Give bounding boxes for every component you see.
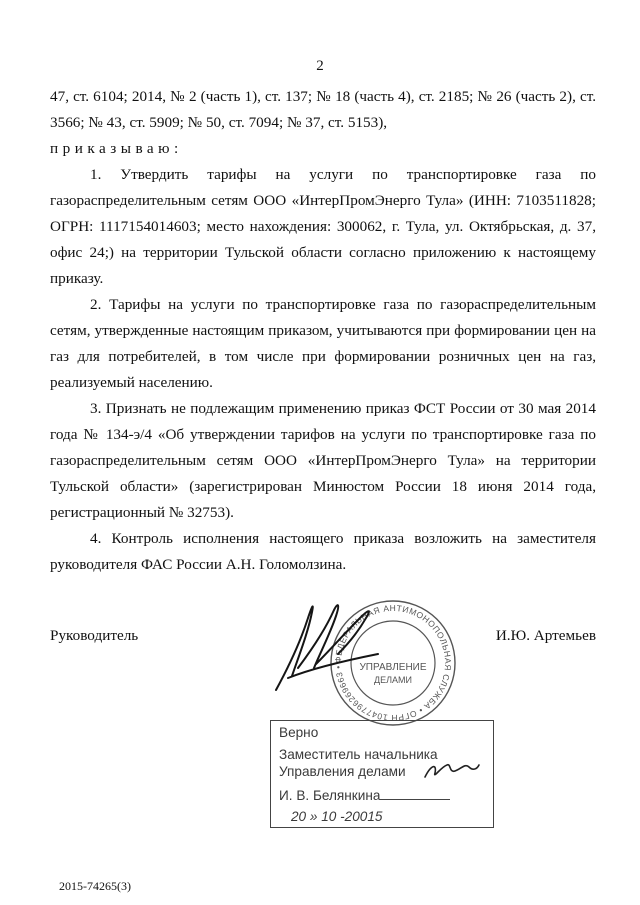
stamp-official-name: И. В. Белянкина [279,788,381,803]
paragraph-item-2: 2. Тарифы на услуги по транспортировке газа по газораспределительным сетям, утвержденные настоящим приказом, учитываются при формировании цен на газ для потребителей, в том числе при формировании розничных цен на газ, реализуемый населению. [50,296,596,391]
stamp-date-month: 10 [321,809,337,824]
document-body [50,84,596,578]
stamp-date-year-prefix: -200 [340,809,368,824]
stamp-date-year-suffix: 15 [367,809,383,824]
document-code: 2015-74265(3) [59,879,131,893]
stamp-position-line2: Управления делами [279,764,406,779]
signature-row [50,627,596,651]
paragraph-citation-continuation: 47, ст. 6104; 2014, № 2 (часть 1), ст. 137; № 18 (часть 4), ст. 2185; № 26 (часть 2), ст. 3566; № 43, ст. 5909; № 50, ст. 7094; № 37, ст. 5153), [50,88,596,131]
paragraph-item-1: 1. Утвердить тарифы на услуги по транспортировке газа по газораспределительным сетям ООО «ИнтерПромЭнерго Тула» (ИНН: 7103511828; ОГРН: 1117154014603; место нахождения: 300062, г. Тула, ул. Октябрьская, д. 37, офис 24;) на территории Тульской области согласно приложению к настоящему приказу. [50,166,596,287]
paragraph-item-3: 3. Признать не подлежащим применению приказ ФСТ России от 30 мая 2014 года № 134-э/4 «Об утверждении тарифов на услуги по транспортировке газа по газораспределительным сетям ООО «ИнтерПромЭнерго Тула» на территории Тульской области» (зарегистрирован Минюстом России 18 июня 2014 года, регистрационный № 32753). [50,400,596,521]
certification-stamp [270,720,494,828]
stamp-date-day: 20 [291,809,307,824]
stamp-position-line1: Заместитель начальника [279,747,438,762]
paragraph-order-word: приказываю: [50,140,183,157]
signature-position: Руководитель [50,627,139,644]
seal-ring-text: ФЕДЕРАЛЬНАЯ АНТИМОНОПОЛЬНАЯ СЛУЖБА • ОГРН 1047796269663 • [332,602,454,724]
seal-center-line1: УПРАВЛЕНИЕ [359,662,427,673]
stamp-name-underline [380,787,450,800]
paragraph-item-4: 4. Контроль исполнения настоящего приказа возложить на заместителя руководителя ФАС России А.Н. Голомолзина. [50,530,596,573]
stamp-name-line [279,787,450,803]
signatory-name: И.Ю. Артемьев [495,627,596,644]
seal-center-line2: ДЕЛАМИ [374,675,412,685]
stamp-date-line: 20 » 10 -20015 [291,809,383,824]
stamp-verified: Верно [279,725,319,740]
page-number: 2 [316,58,324,74]
stamp-signature [421,757,481,783]
